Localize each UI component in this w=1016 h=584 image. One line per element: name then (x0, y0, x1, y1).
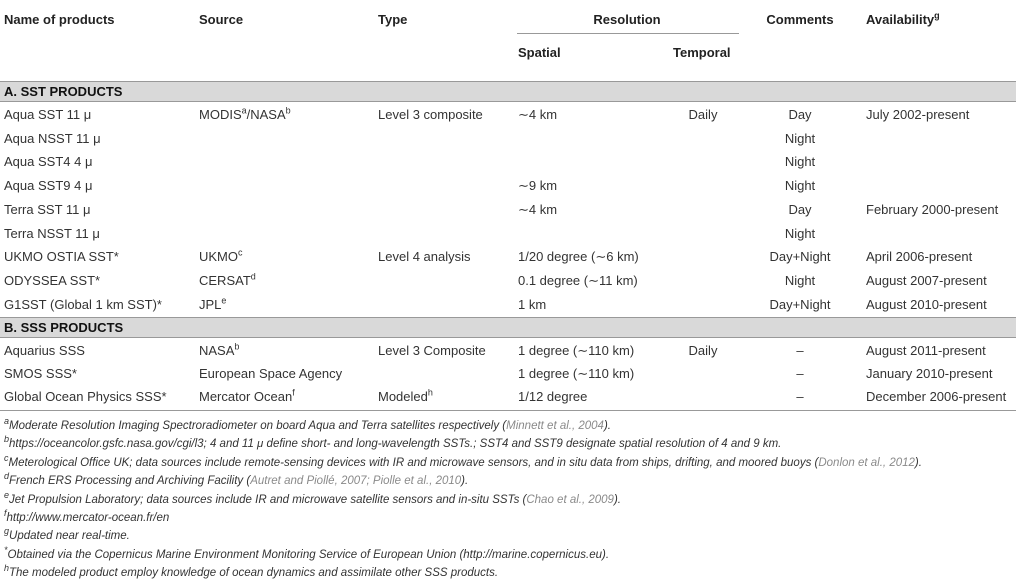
source-footnote-mark-secondary: b (285, 105, 291, 116)
footnote-citation: Donlon et al., 2012 (818, 456, 915, 469)
comments-cell: Day+Night (769, 296, 831, 312)
footnote-citation: Autret and Piollé, 2007; Piolle et al., 2010 (250, 475, 462, 488)
availability-cell: January 2010-present (866, 366, 993, 382)
spatial-resolution: ∼4 km (518, 107, 558, 122)
col-header-name: Name of products (4, 12, 115, 27)
comments-cell: Day+Night (769, 249, 831, 265)
product-name: Aqua SST4 4 μ (4, 154, 93, 170)
col-header-spatial: Spatial (518, 45, 561, 60)
spatial-resolution: 1 km (518, 296, 547, 312)
footnote-text: French ERS Processing and Archiving Facility ( (9, 475, 251, 488)
footnote-mark: e (4, 489, 10, 500)
comments-cell: Night (784, 130, 816, 146)
source-text: JPL (199, 296, 222, 312)
type-text: Level 3 composite (378, 107, 483, 122)
availability-cell: February 2000-present (866, 201, 999, 217)
availability-cell: April 2006-present (866, 249, 973, 265)
footnote-text: https://oceancolor.gsfc.nasa.gov/cgi/l3; 4 and 11 μ define short- and long-wavelength SSTs.; SST4 and SST9 designate spatial resolution of 4 and 9 km. (9, 438, 782, 451)
footnote (4, 416, 611, 432)
footnote-mark: * (4, 544, 8, 555)
product-name: SMOS SSS* (4, 366, 77, 382)
comments-cell: Night (784, 178, 816, 194)
source-cell (199, 107, 291, 122)
footnote-mark: d (4, 471, 10, 482)
table-row (0, 154, 1016, 178)
footnote-text: http://www.mercator-ocean.fr/en (6, 512, 170, 524)
product-name: Aqua SST9 4 μ (4, 178, 93, 194)
section-b-title: B. SSS PRODUCTS (4, 320, 124, 335)
product-name: Global Ocean Physics SSS* (4, 389, 167, 405)
product-name: ODYSSEA SST* (4, 272, 101, 288)
col-header-resolution: Resolution (593, 12, 661, 27)
comments-cell: Day (788, 201, 812, 217)
source-footnote-mark: e (221, 295, 227, 306)
temporal-resolution: Daily (688, 107, 718, 122)
footnote-text: Updated near real-time. (9, 530, 130, 543)
source-text: European Space Agency (199, 366, 343, 382)
footnote-mark: g (4, 526, 10, 537)
footnote-mark: a (4, 416, 10, 427)
table-row (0, 178, 1016, 202)
product-name: Aqua SST 11 μ (4, 107, 92, 122)
comments-cell: Night (784, 154, 816, 170)
source-footnote-mark: b (234, 341, 240, 352)
type-cell (378, 343, 486, 358)
source-cell (199, 389, 295, 404)
footnote (4, 563, 499, 580)
table-row (0, 202, 1016, 226)
spatial-resolution: 0.1 degree (∼11 km) (518, 272, 638, 288)
spatial-resolution: 1/20 degree (∼6 km) (518, 249, 639, 265)
table-row (0, 107, 1016, 131)
product-name: Terra NSST 11 μ (4, 225, 100, 241)
footnote-text: The modeled product employ knowledge of ocean dynamics and assimilate other SSS products. (9, 567, 499, 580)
type-cell (378, 249, 471, 264)
source-footnote-mark: a (241, 105, 247, 116)
spatial-resolution: 1/12 degree (518, 389, 588, 405)
footnote-tail: ). (914, 456, 922, 469)
comments-cell: Night (784, 272, 816, 288)
availability-cell: August 2010-present (866, 296, 987, 312)
source-footnote-mark: f (292, 388, 295, 399)
comments-cell: – (796, 389, 804, 405)
spatial-resolution: 1 degree (∼110 km) (518, 366, 635, 382)
table-bottom-rule (0, 410, 1016, 411)
footnote-mark: c (4, 452, 9, 463)
footnote-mark: f (4, 508, 7, 519)
source-text: NASA (199, 343, 235, 358)
footnote-mark: h (4, 563, 10, 574)
footnote-tail: ). (613, 493, 621, 506)
footnote (4, 508, 170, 524)
availability-cell: December 2006-present (866, 389, 1007, 405)
product-name: G1SST (Global 1 km SST)* (4, 296, 162, 312)
table-row (0, 366, 1016, 389)
col-header-source: Source (199, 12, 244, 27)
source-text: CERSAT (199, 272, 251, 288)
comments-cell: – (796, 366, 804, 382)
temporal-resolution: Daily (688, 343, 718, 358)
type-cell (378, 107, 483, 122)
availability-cell: July 2002-present (866, 107, 970, 122)
product-name: Aquarius SSS (4, 343, 85, 358)
section-a-title: A. SST PRODUCTS (4, 84, 123, 99)
resolution-underline (517, 33, 739, 34)
source-cell (199, 273, 256, 288)
product-name: Aqua NSST 11 μ (4, 130, 101, 146)
availability-cell: August 2007-present (866, 272, 987, 288)
source-text-secondary: /NASA (246, 107, 286, 122)
product-name: Terra SST 11 μ (4, 201, 91, 217)
comments-cell: Day (788, 107, 812, 122)
footnote-text: Moderate Resolution Imaging Spectroradiometer on board Aqua and Terra satellites respectively ( (9, 420, 507, 432)
footnote-tail: ). (461, 475, 469, 488)
spatial-resolution: ∼4 km (518, 201, 558, 217)
type-footnote-mark: h (427, 388, 433, 399)
source-cell (199, 249, 243, 264)
table-row (0, 226, 1016, 250)
col-header-availability: Availability$^g$ (866, 10, 940, 27)
col-header-temporal: Temporal (673, 45, 731, 60)
availability-cell: August 2011-present (866, 343, 986, 358)
spatial-resolution: ∼9 km (518, 178, 558, 194)
source-cell (199, 366, 342, 381)
type-text: Level 3 Composite (378, 343, 486, 358)
footnote-text: Jet Propulsion Laboratory; data sources include IR and microwave satellite sensors and in-situ SSTs ( (9, 493, 527, 506)
col-header-comments: Comments (766, 12, 834, 27)
source-cell (199, 297, 226, 312)
type-text: Modeled (378, 389, 428, 405)
type-text: Level 4 analysis (378, 249, 471, 265)
footnote-citation: Chao et al., 2009 (526, 493, 614, 506)
comments-cell: – (796, 343, 804, 358)
footnote-mark: b (4, 434, 10, 445)
footnote (4, 544, 610, 561)
footnote (4, 526, 130, 543)
source-footnote-mark: c (238, 247, 243, 258)
source-footnote-mark: d (250, 271, 256, 282)
source-cell (199, 343, 239, 358)
source-text: UKMO (199, 249, 238, 265)
table-row (0, 249, 1016, 273)
section-a-band (0, 81, 1016, 102)
product-name: UKMO OSTIA SST* (4, 249, 119, 265)
footnote-text: Obtained via the Copernicus Marine Environment Monitoring Service of European Union (http://marine.copernicus.eu). (7, 548, 610, 561)
footnote (4, 434, 782, 451)
footnote-text: Meterological Office UK; data sources include remote-sensing devices with IR and microwave sensors, and in situ data from ships, drifting, and moored buoys ( (8, 456, 819, 469)
table-row (0, 273, 1016, 297)
col-header-type: Type (378, 12, 408, 27)
source-text: MODIS (199, 107, 242, 122)
type-cell (378, 389, 433, 404)
table-row (0, 343, 1016, 366)
table-row (0, 131, 1016, 155)
source-text: Mercator Ocean (199, 389, 293, 405)
footnote (4, 471, 469, 488)
footnote-citation: Minnett et al., 2004 (506, 420, 604, 432)
footnote (4, 452, 922, 469)
footnote (4, 489, 621, 506)
section-b-band (0, 317, 1016, 338)
footnote-tail: ). (603, 420, 611, 432)
spatial-resolution: 1 degree (∼110 km) (518, 343, 635, 358)
comments-cell: Night (784, 225, 816, 241)
